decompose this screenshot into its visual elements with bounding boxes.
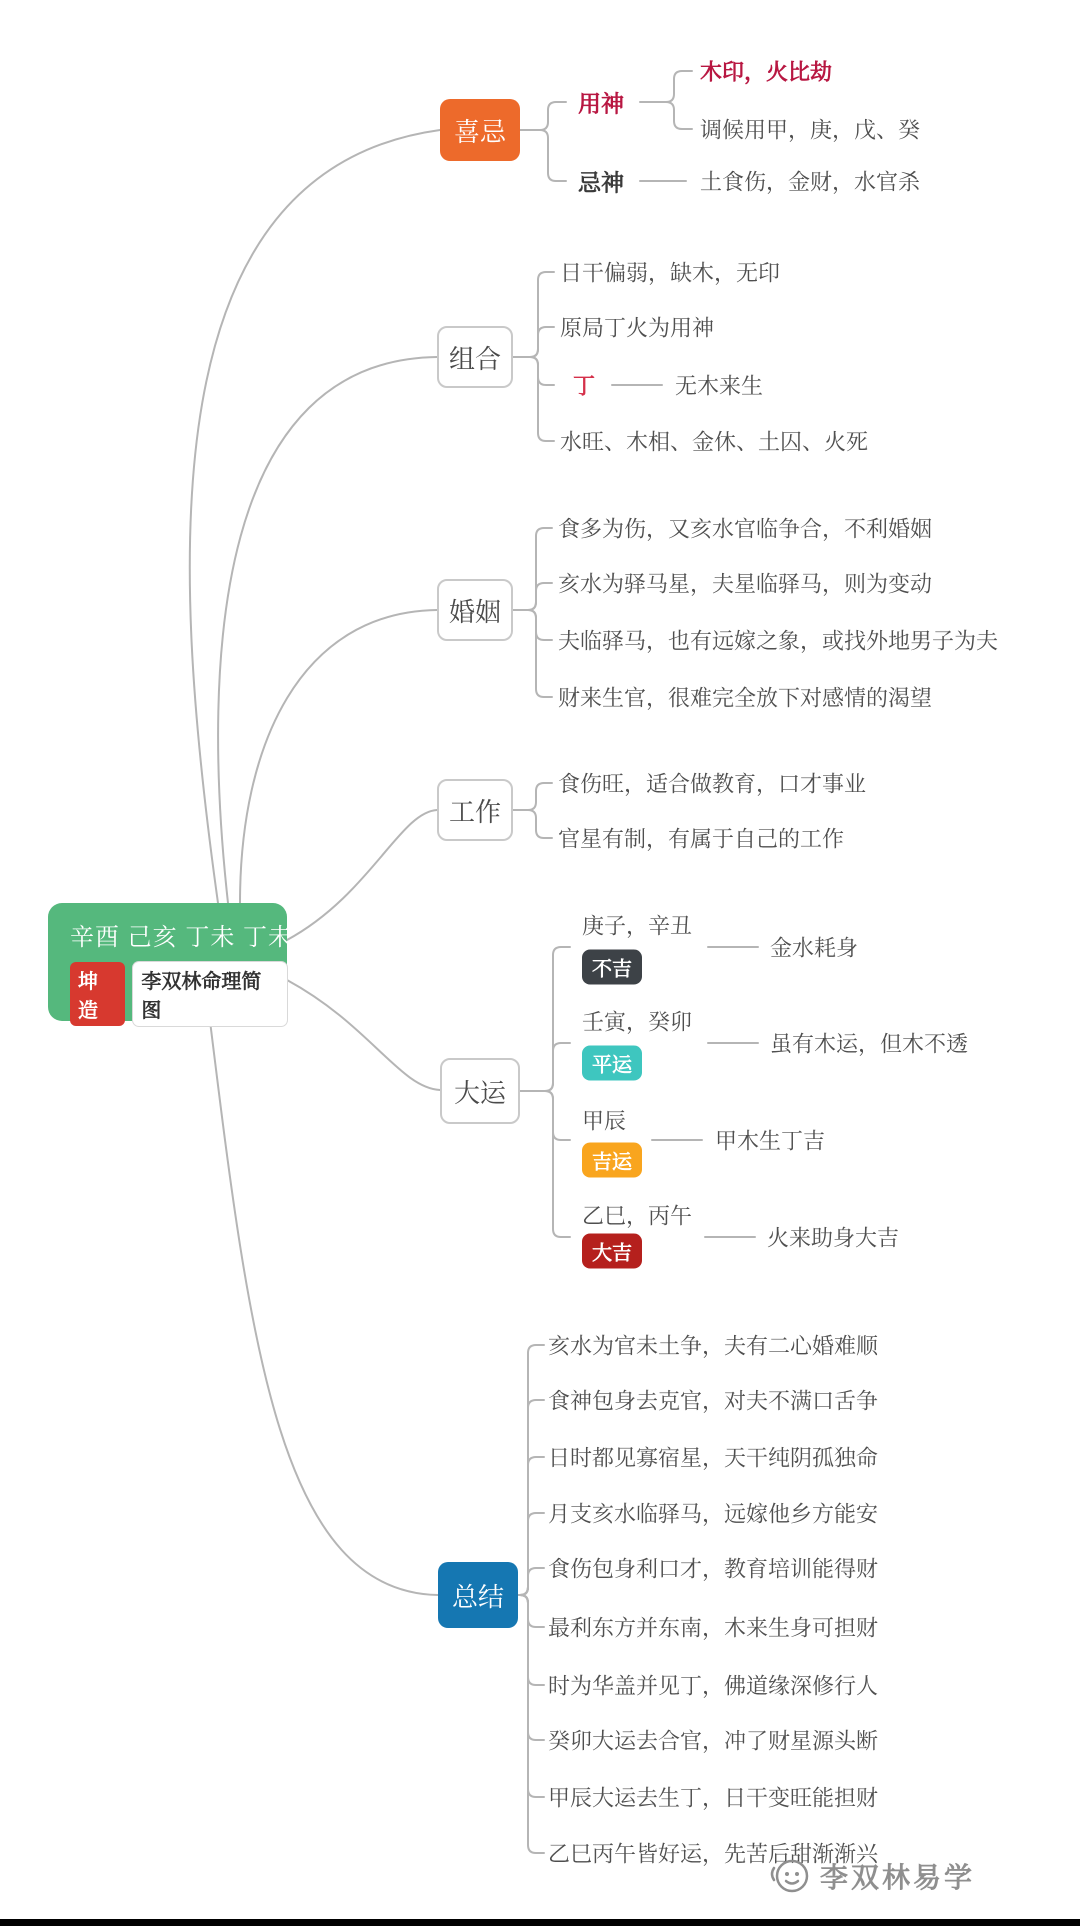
zongjie-item: 时为华盖并见丁，佛道缘深修行人 <box>548 1673 879 1699</box>
dayun-desc: 金水耗身 <box>770 935 859 961</box>
branch-node-zongjie[interactable] <box>438 1562 518 1628</box>
zongjie-item: 亥水为官未土争，夫有二心婚难顺 <box>548 1333 879 1359</box>
dayun-badge-jiyun: 吉运 <box>582 1143 642 1178</box>
branch-label: 大运 <box>453 1077 506 1108</box>
hunyin-item: 食多为伤，又亥水官临争合，不利婚姻 <box>558 516 933 542</box>
zongjie-item: 甲辰大运去生丁，日干变旺能担财 <box>548 1785 879 1811</box>
ding-child: 无木来生 <box>675 373 764 399</box>
dayun-ganzhi: 甲辰 <box>582 1108 627 1134</box>
root-title: 辛酉 己亥 丁未 丁未 <box>70 924 294 951</box>
dayun-badge-daji: 大吉 <box>582 1234 642 1269</box>
gongzuo-item: 官星有制，有属于自己的工作 <box>558 826 845 852</box>
branch-label: 工作 <box>448 796 501 827</box>
branch-label: 喜忌 <box>453 116 506 147</box>
dayun-badge-buji: 不吉 <box>582 950 642 985</box>
jishen-label: 忌神 <box>578 169 624 196</box>
root-badges <box>70 962 287 1026</box>
branch-node-gongzuo[interactable] <box>437 779 513 841</box>
ding-label: 丁 <box>573 373 596 399</box>
dayun-desc: 虽有木运，但木不透 <box>770 1031 969 1057</box>
zongjie-item: 最利东方并东南，木来生身可担财 <box>548 1615 879 1641</box>
watermark-face-icon <box>768 1854 812 1898</box>
branch-node-xiji[interactable] <box>440 99 520 161</box>
branch-label: 婚姻 <box>448 596 501 627</box>
zongjie-item: 癸卯大运去合官，冲了财星源头断 <box>548 1728 879 1754</box>
hunyin-item: 夫临驿马，也有远嫁之象，或找外地男子为夫 <box>558 628 999 654</box>
dayun-desc: 火来助身大吉 <box>767 1225 900 1251</box>
jishen-child: 土食伤，金财，水官杀 <box>700 169 921 195</box>
zongjie-item: 日时都见寡宿星，天干纯阴孤独命 <box>548 1445 879 1471</box>
zongjie-item: 乙巳丙午皆好运，先苦后甜渐渐兴 <box>548 1841 879 1867</box>
bottom-border <box>0 1919 1080 1926</box>
branch-node-hunyin[interactable] <box>437 579 513 641</box>
hunyin-item: 亥水为驿马星，夫星临驿马，则为变动 <box>558 571 933 597</box>
dayun-badge-pingyun: 平运 <box>582 1046 642 1081</box>
branch-node-dayun[interactable] <box>440 1058 520 1124</box>
root-node[interactable] <box>48 903 294 1022</box>
yongshen-child: 木印，火比劫 <box>700 59 833 85</box>
dayun-desc: 甲木生丁吉 <box>715 1128 826 1154</box>
hunyin-item: 财来生官，很难完全放下对感情的渴望 <box>558 685 933 711</box>
yongshen-label: 用神 <box>578 90 624 117</box>
yongshen-child: 调候用甲，庚，戊、癸 <box>700 117 921 143</box>
branch-node-zuhe[interactable] <box>437 326 513 388</box>
branch-label: 总结 <box>451 1581 504 1612</box>
zuhe-item: 水旺、木相、金休、土囚、火死 <box>560 429 869 455</box>
gongzuo-item: 食伤旺，适合做教育，口才事业 <box>558 771 867 797</box>
watermark-text: 李双林易学 <box>820 1862 976 1893</box>
author-badge: 李双林命理简图 <box>133 962 287 1026</box>
watermark <box>768 1854 975 1898</box>
branch-label: 组合 <box>448 343 501 374</box>
dayun-ganzhi: 庚子，辛丑 <box>582 913 693 939</box>
zuhe-item: 日干偏弱，缺木，无印 <box>560 260 781 286</box>
kunzao-badge: 坤造 <box>70 962 125 1026</box>
zongjie-item: 食伤包身利口才，教育培训能得财 <box>548 1556 879 1582</box>
dayun-ganzhi: 壬寅，癸卯 <box>582 1009 693 1035</box>
dayun-ganzhi: 乙巳，丙午 <box>582 1203 693 1229</box>
zongjie-item: 食神包身去克官，对夫不满口舌争 <box>548 1388 879 1414</box>
zongjie-item: 月支亥水临驿马，远嫁他乡方能安 <box>548 1501 879 1527</box>
zuhe-item: 原局丁火为用神 <box>560 315 715 341</box>
